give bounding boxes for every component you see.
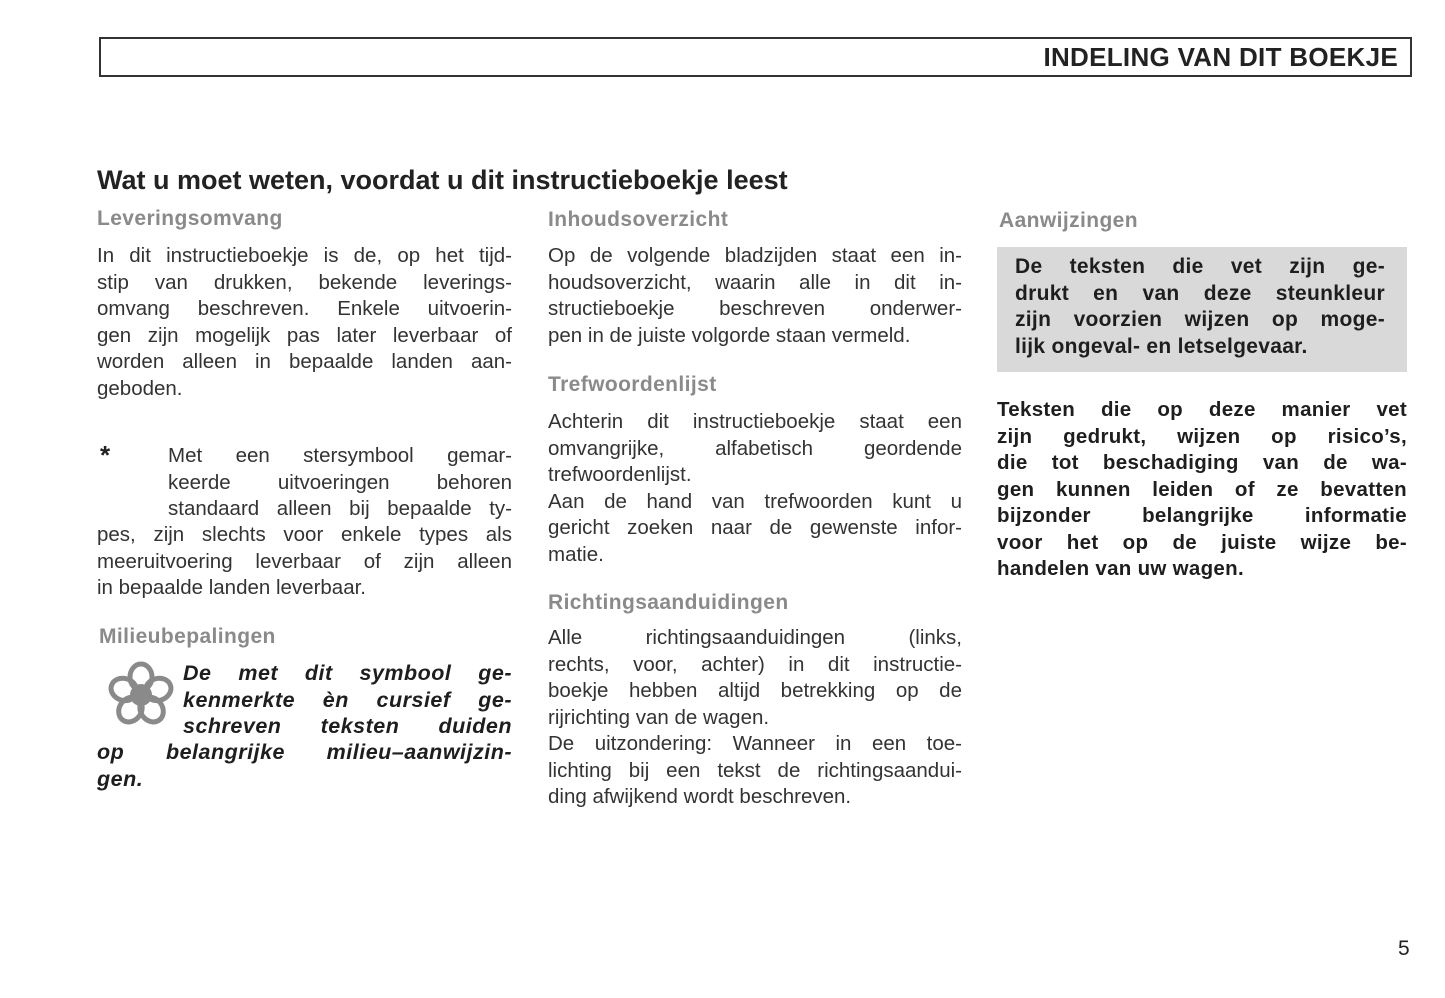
text-line: pen in de juiste volgorde staan vermeld. <box>548 323 911 347</box>
text-line: gen zijn mogelijk pas later leverbaar of <box>97 323 512 347</box>
inhoud-heading: Inhoudsoverzicht <box>548 208 729 231</box>
text-line: zijn voorzien wijzen op moge- <box>1015 308 1385 331</box>
text-line: Teksten die op deze manier vet <box>997 398 1407 421</box>
aanwijzingen-heading: Aanwijzingen <box>999 209 1138 232</box>
text-line: In dit instructieboekje is de, op het tijd- <box>97 244 512 267</box>
star-symbol: * <box>100 440 111 470</box>
text-line: Alle richtingsaanduidingen (links, <box>548 626 962 649</box>
text-line: in bepaalde landen leverbaar. <box>97 576 366 599</box>
richting-text <box>548 625 962 811</box>
caution-text <box>997 397 1407 583</box>
text-line: zijn gedrukt, wijzen op risico’s, <box>997 424 1407 448</box>
text-line: rechts, voor, achter) in dit instructie- <box>548 652 962 676</box>
milieu-text <box>97 739 512 792</box>
text-line: kenmerkte èn cursief ge- <box>183 687 512 712</box>
text-line: handelen van uw wagen. <box>997 557 1244 580</box>
text-line: houdsoverzicht, waarin alle in dit in- <box>548 270 962 294</box>
text-line: structieboekje beschreven onderwer- <box>548 297 962 320</box>
text-line: keerde uitvoeringen behoren <box>168 470 512 494</box>
text-line: matie. <box>548 542 604 566</box>
richting-heading: Richtingsaanduidingen <box>548 591 789 614</box>
text-line: gen kunnen leiden of ze bevatten <box>997 477 1407 501</box>
levering-section <box>97 206 512 402</box>
trefwoord-section <box>548 372 962 568</box>
text-line: pes, zijn slechts voor enkele types als <box>97 523 512 546</box>
text-line: Met een stersymbool gemar- <box>168 444 512 467</box>
text-line: Achterin dit instructieboekje staat een <box>548 410 962 433</box>
text-line: De met dit symbool ge- <box>183 661 512 685</box>
section-title: INDELING VAN DIT BOEKJE <box>1043 42 1398 72</box>
text-line: stip van drukken, bekende leverings- <box>97 270 512 294</box>
text-line: meeruitvoering leverbaar of zijn alleen <box>97 549 512 573</box>
text-line: omvangrijke, alfabetisch geordende <box>548 436 962 460</box>
levering-text <box>97 243 512 402</box>
text-line: gen. <box>97 766 144 791</box>
star-text-indented <box>168 443 512 523</box>
text-line: schreven teksten duiden <box>183 714 512 738</box>
text-line: omvang beschreven. Enkele uitvoerin- <box>97 297 512 320</box>
text-line: bijzonder belangrijke informatie <box>997 504 1407 527</box>
text-line: ding afwijkend wordt beschreven. <box>548 785 852 808</box>
inhoud-text <box>548 243 962 349</box>
text-line: De uitzondering: Wanneer in een toe- <box>548 732 962 755</box>
text-line: die tot beschadiging van de wa- <box>997 451 1407 474</box>
levering-heading: Leveringsomvang <box>97 207 283 230</box>
text-line: boekje hebben altijd betrekking op de <box>548 679 962 702</box>
flower-environment-icon <box>102 660 180 728</box>
milieu-heading: Milieubepalingen <box>99 625 276 648</box>
milieu-text-indented <box>183 660 512 740</box>
text-line: worden alleen in bepaalde landen aan- <box>97 350 512 373</box>
star-text <box>97 522 512 602</box>
trefwoord-heading: Trefwoordenlijst <box>548 373 717 396</box>
warning-text <box>1015 254 1385 360</box>
text-line: op belangrijke milieu–aanwijzin- <box>97 740 512 764</box>
text-line: rijrichting van de wagen. <box>548 705 770 729</box>
page-number: 5 <box>1398 937 1410 960</box>
text-line: standaard alleen bij bepaalde ty- <box>168 497 512 520</box>
page-title: Wat u moet weten, voordat u dit instructieboekje leest <box>97 165 788 195</box>
text-line: voor het op de juiste wijze be- <box>997 530 1407 554</box>
text-line: trefwoordenlijst. <box>548 463 692 486</box>
section-header-box <box>99 37 1412 77</box>
text-line: lichting bij een tekst de richtingsaandui- <box>548 758 962 782</box>
warning-box <box>997 247 1407 372</box>
text-line: Op de volgende bladzijden staat een in- <box>548 244 962 267</box>
text-line: lijk ongeval- en letselgevaar. <box>1015 334 1308 358</box>
trefwoord-text <box>548 409 962 568</box>
inhoud-section <box>548 207 962 349</box>
text-line: De teksten die vet zijn ge- <box>1015 255 1385 278</box>
text-line: Aan de hand van trefwoorden kunt u <box>548 489 962 513</box>
text-line: gericht zoeken naar de gewenste infor- <box>548 516 962 539</box>
richting-section <box>548 590 962 811</box>
text-line: drukt en van deze steunkleur <box>1015 281 1385 305</box>
text-line: geboden. <box>97 376 183 400</box>
